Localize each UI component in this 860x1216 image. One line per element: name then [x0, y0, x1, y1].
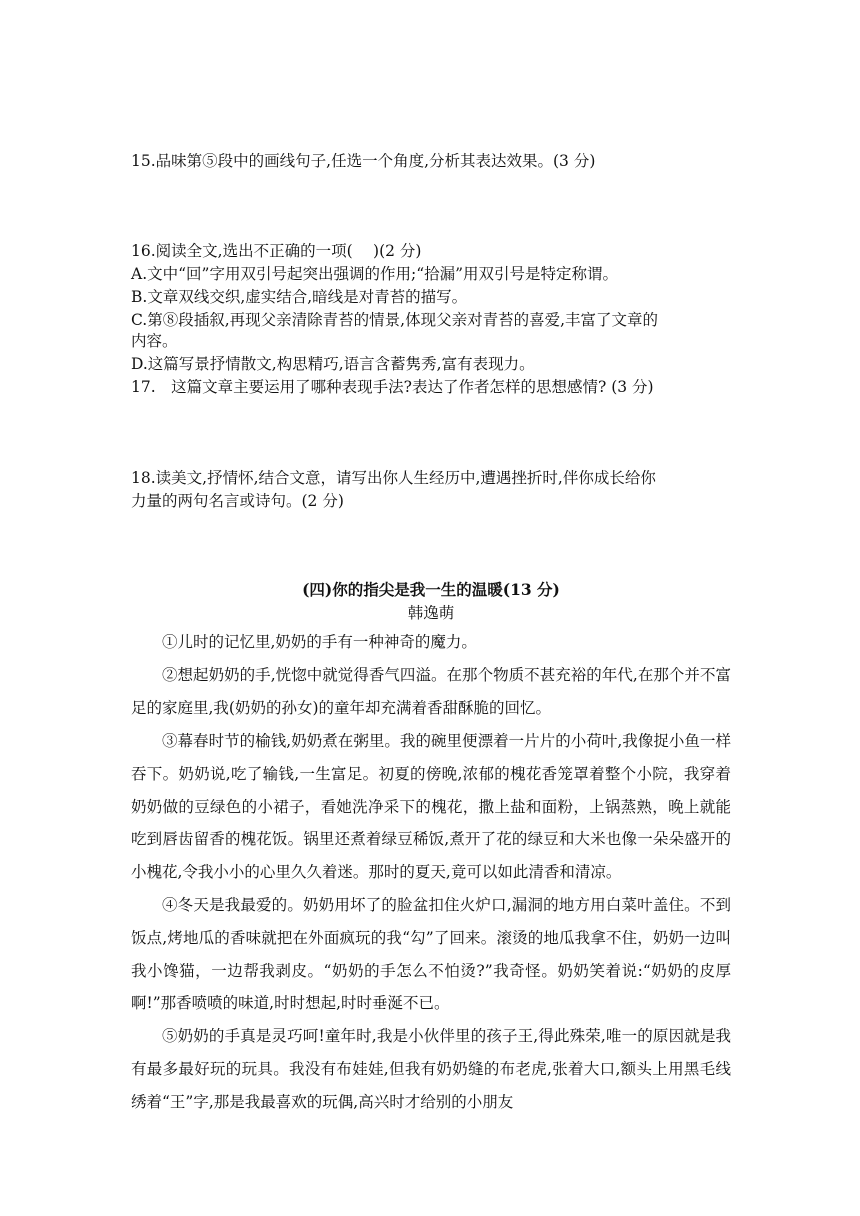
article-paragraph-5: ⑤奶奶的手真是灵巧呵!童年时,我是小伙伴里的孩子王,得此殊荣,唯一的原因就是我有最多最好玩的玩具。我没有布娃娃,但我有奶奶缝的布老虎,张着大口,额头上用黑毛线绣着“王”字,那是我最喜欢的玩偶,高兴时才给别的小朋友: [131, 1027, 731, 1111]
article-paragraph-4: ④冬天是我最爱的。奶奶用坏了的脸盆扣住火炉口,漏洞的地方用白菜叶盖住。不到饭点,烤地瓜的香味就把在外面疯玩的我“勾”了回来。滚烫的地瓜我拿不住，奶奶一边叫我小馋猫，一边帮我剥皮。“奶奶的手怎么不怕烫?”我奇怪。奶奶笑着说:“奶奶的皮厚啊!”那香喷喷的味道,时时想起,时时垂涎不已。: [131, 896, 731, 1013]
question-16-option-c-line1: C.第⑧段插叙,再现父亲清除青苔的情景,体现父亲对青苔的喜爱,丰富了文章的: [131, 311, 659, 329]
question-18-line1: 18.读美文,抒情怀,结合文意，请写出你人生经历中,遭遇挫折时,伴你成长给你: [131, 469, 656, 487]
question-15: 15.品味第⑤段中的画线句子,任选一个角度,分析其表达效果。(3 分): [131, 152, 596, 170]
question-16: 16.阅读全文,选出不正确的一项( )(2 分): [131, 242, 422, 260]
question-17: 17. 这篇文章主要运用了哪种表现手法?表达了作者怎样的思想感情? (3 分): [131, 378, 654, 396]
article-paragraph-3: ③幕春时节的榆钱,奶奶煮在粥里。我的碗里便漂着一片片的小荷叶,我像捉小鱼一样吞下。奶奶说,吃了输钱,一生富足。初夏的傍晚,浓郁的槐花香笼罩着整个小院，我穿着奶奶做的豆绿色的小裙子，看她洗净采下的槐花，撒上盐和面粉，上锅蒸熟，晚上就能吃到唇齿留香的槐花饭。锅里还煮着绿豆稀饭,煮开了花的绿豆和大米也像一朵朵盛开的小槐花,令我小小的心里久久着迷。那时的夏天,竟可以如此清香和清凉。: [131, 732, 731, 882]
question-18-line2: 力量的两句名言或诗句。(2 分): [131, 492, 344, 510]
question-16-option-a: A.文中“回”字用双引号起突出强调的作用;“拾漏”用双引号是特定称谓。: [131, 265, 619, 283]
question-16-option-b: B.文章双线交织,虚实结合,暗线是对青苔的描写。: [131, 288, 468, 306]
article-author: 韩逸萌: [407, 604, 455, 622]
article-paragraph-2: ②想起奶奶的手,恍惚中就觉得香气四溢。在那个物质不甚充裕的年代,在那个并不富足的家庭里,我(奶奶的孙女)的童年却充满着香甜酥脆的回忆。: [131, 666, 731, 717]
question-16-option-c-line2: 内容。: [131, 332, 178, 350]
article-title: (四)你的指尖是我一生的温暖(13 分): [302, 580, 560, 599]
question-16-option-d: D.这篇写景抒情散文,构思精巧,语言含蓄隽秀,富有表现力。: [131, 355, 535, 373]
article-paragraph-1: ①儿时的记忆里,奶奶的手有一种神奇的魔力。: [162, 633, 477, 651]
